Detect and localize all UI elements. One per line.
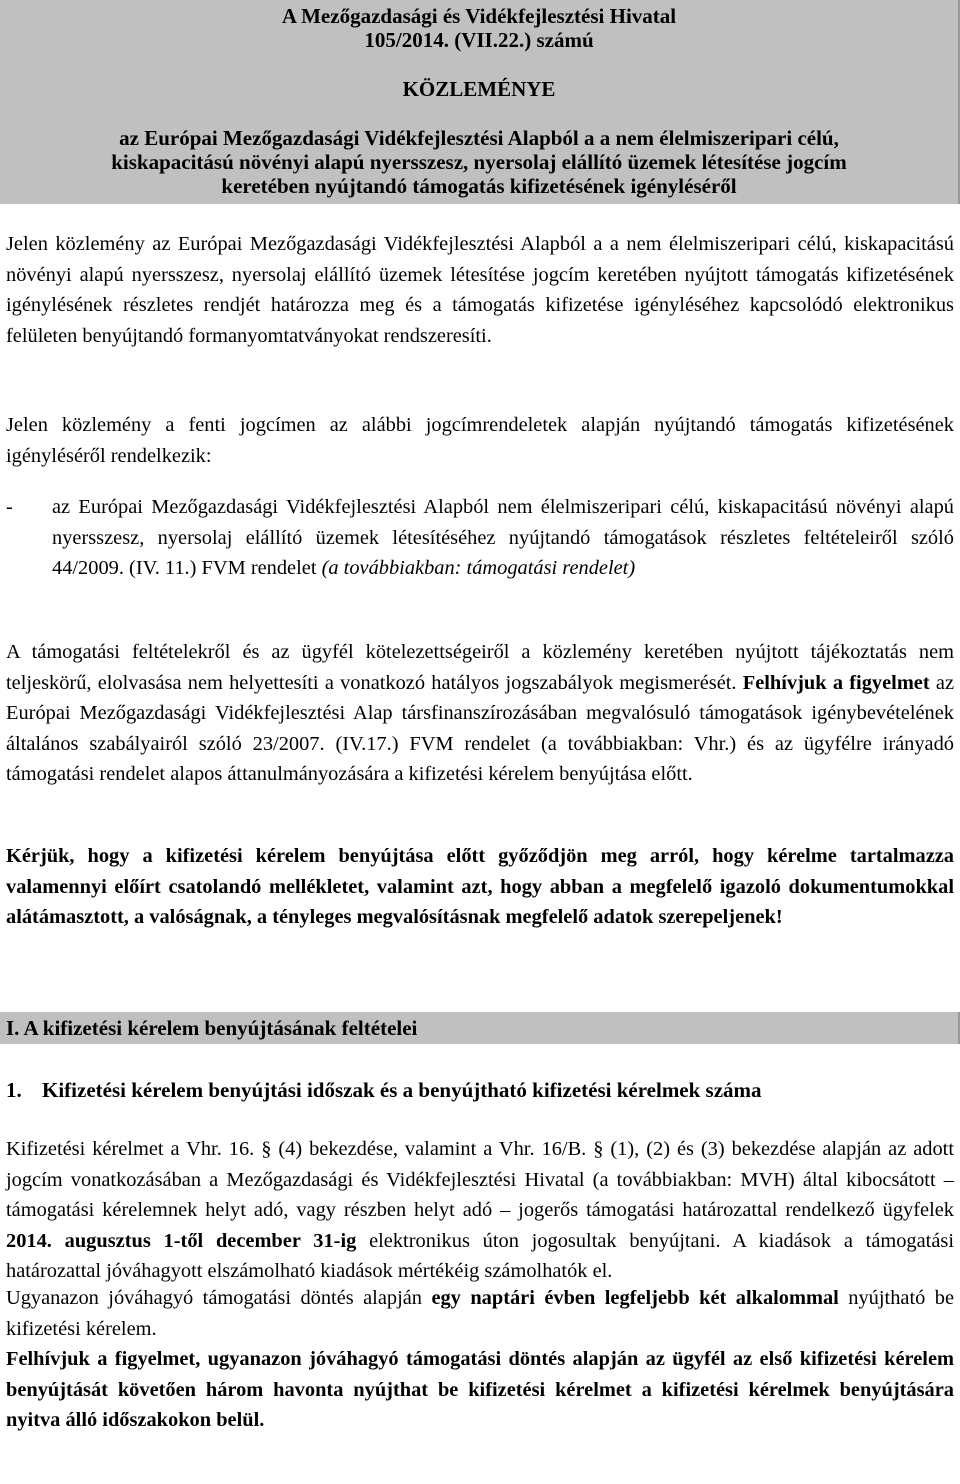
frequency-warning: Felhívjuk a figyelmet, ugyanazon jóváhagyó támogatási döntés alapján az ügyfél az első kifizetési kérelem benyújtását követően három havonta nyújthat be kifizetési kérelmet a kifizetési kérelmek benyújtására nyitva álló időszakokon belül. — [6, 1348, 954, 1431]
period-section — [6, 1134, 954, 1287]
subsection-number: 1. — [6, 1078, 22, 1102]
section-heading-bar — [0, 1012, 960, 1044]
subsection-title: Kifizetési kérelem benyújtási időszak és a benyújtható kifizetési kérelmek száma — [42, 1078, 762, 1102]
list-item — [6, 492, 954, 584]
warning-paragraph: Kérjük, hogy a kifizetési kérelem benyújtása előtt győződjön meg arról, hogy kérelme tartalmazza valamennyi előírt csatolandó mellékletet, valamint azt, hogy abban a megfelelő igazoló dokumentumokkal alátámasztott, a valóságnak, a tényleges megvalósításnak megfelelő adatok szerepeljenek! — [6, 845, 954, 928]
header-number: 105/2014. (VII.22.) számú — [364, 28, 594, 52]
period-paragraph: Kifizetési kérelmet a Vhr. 16. § (4) bekezdése, valamint a Vhr. 16/B. § (1), (2) és (3) bekezdése alapján az adott jogcím vonatkozásában a Mezőgazdasági és Vidékfejlesztési Hivatal (a továbbiakban: MVH) által kibocsátott – támogatási kérelemnek helyt adó, vagy részben helyt adó – jogerős támogatási határozattal rendelkező ügyfelek 2014. augusztus 1-től december 31-ig elektronikus úton jogosultak benyújtani. A kiadások a támogatási határozattal jóváhagyott elszámolható kiadások mértékéig számolhatók el. — [6, 1138, 954, 1282]
list-dash: - — [6, 496, 13, 518]
frequency-paragraph: Ugyanazon jóváhagyó támogatási döntés alapján egy naptári évben legfeljebb két alkalommal nyújtható be kifizetési kérelem. — [6, 1287, 954, 1340]
intro-paragraph-1: Jelen közlemény az Európai Mezőgazdasági Vidékfejlesztési Alapból a a nem élelmiszeripari célú, kiskapacitású növényi alapú nyersszesz, nyersolaj elállító üzemek létesítése jogcím keretében nyújtott támogatás kifizetésének igénylésének részletes rendjét határozza meg és a támogatás kifizetése igényléséhez kapcsolódó elektronikus felületen benyújtandó formanyomtatványokat rendszeresíti. — [6, 233, 954, 347]
header-authority: A Mezőgazdasági és Vidékfejlesztési Hivatal — [281, 4, 677, 28]
intro-section — [6, 229, 954, 351]
disclaimer-paragraph: A támogatási feltételekről és az ügyfél kötelezettségeiről a közlemény keretében nyújtott tájékoztatás nem teljeskörű, elolvasása nem helyettesíti a vonatkozó hatályos jogszabályok megismerését. Felhívjuk a figyelmet az Európai Mezőgazdasági Vidékfejlesztési Alap társfinanszírozásában megvalósuló támogatások igénybevételének általános szabályairól szóló 23/2007. (IV.17.) FVM rendelet (a továbbiakban: Vhr.) és az ügyfélre irányadó támogatási rendelet alapos áttanulmányozására a kifizetési kérelem benyújtása előtt. — [6, 641, 954, 785]
subsection-heading — [6, 1076, 762, 1104]
warning-section — [6, 841, 954, 933]
header-subject-line-3: keretében nyújtandó támogatás kifizetésének igényléséről — [221, 174, 737, 198]
regulation-list — [6, 492, 954, 584]
intro-paragraph-2: Jelen közlemény a fenti jogcímen az alábbi jogcímrendeletek alapján nyújtandó támogatás kifizetésének igényléséről rendelkezik: — [6, 414, 954, 467]
frequency-section — [6, 1283, 954, 1436]
section-heading: I. A kifizetési kérelem benyújtásának feltételei — [6, 1016, 418, 1040]
disclaimer-section — [6, 637, 954, 790]
header-subject-line-1: az Európai Mezőgazdasági Vidékfejlesztési Alapból a a nem élelmiszeripari célú, — [119, 126, 839, 150]
list-item-text: az Európai Mezőgazdasági Vidékfejlesztési Alapból nem élelmiszeripari célú, kiskapacitású növényi alapú nyersszesz, nyersolaj elállító üzemek létesítéséhez nyújtandó támogatások részletes feltételeiről szóló 44/2009. (IV. 11.) FVM rendelet (a továbbiakban: támogatási rendelet) — [52, 496, 954, 579]
intro-section-2 — [6, 410, 954, 471]
header-title: KÖZLEMÉNYE — [402, 77, 556, 101]
notice-header — [0, 0, 960, 204]
header-subject-line-2: kiskapacitású növényi alapú nyersszesz, nyersolaj elállító üzemek létesítése jogcím — [111, 150, 847, 174]
